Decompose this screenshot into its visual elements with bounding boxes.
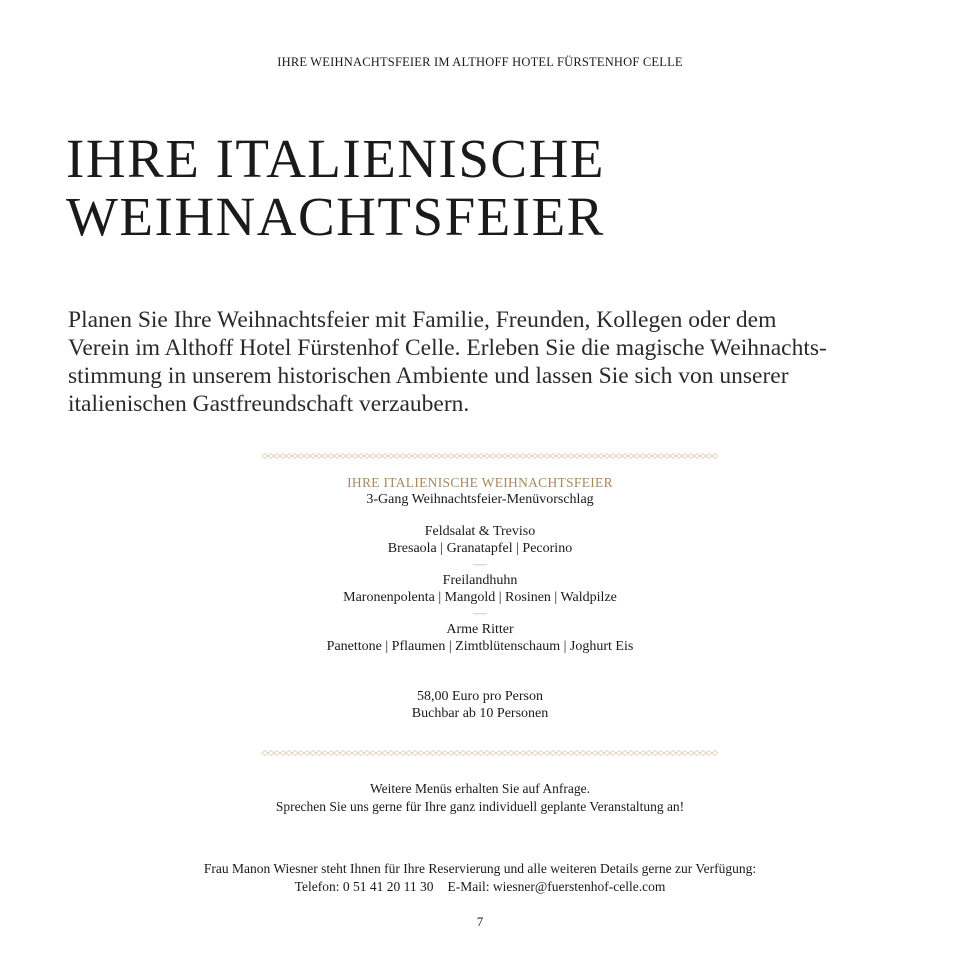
intro-line: Verein im Althoff Hotel Fürstenhof Celle. Erleben Sie die magische Weihnachts-: [68, 335, 827, 361]
intro-line: Planen Sie Ihre Weihnachtsfeier mit Familie, Freunden, Kollegen oder dem: [68, 307, 777, 333]
course-name: Arme Ritter: [446, 622, 514, 637]
course-name: Freilandhuhn: [442, 573, 518, 588]
ornamental-divider-top: [262, 452, 718, 460]
further-menus-note: [0, 780, 960, 816]
menu-subtitle: 3-Gang Weihnachtsfeier-Menüvorschlag: [366, 491, 594, 507]
contact-email[interactable]: E-Mail: wiesner@fuerstenhof-celle.com: [447, 879, 666, 894]
contact-phone[interactable]: Telefon: 0 51 41 20 11 30: [294, 879, 434, 894]
contact-info: [0, 860, 960, 896]
course-name: Feldsalat & Treviso: [424, 524, 536, 539]
running-header: IHRE WEIHNACHTSFEIER IM ALTHOFF HOTEL FÜRSTENHOF CELLE: [277, 55, 683, 69]
note-line-1: Weitere Menüs erhalten Sie auf Anfrage.: [369, 781, 591, 796]
menu-card: [180, 475, 780, 722]
menu-title: IHRE ITALIENISCHE WEIHNACHTSFEIER: [347, 475, 613, 490]
menu-price: 58,00 Euro pro Person: [417, 689, 543, 704]
menu-minimum: Buchbar ab 10 Personen: [411, 705, 549, 721]
course-details: Panettone | Pflaumen | Zimtblütenschaum | Joghurt Eis: [326, 638, 634, 654]
intro-line: stimmung in unserem historischen Ambiente und lassen Sie sich von unserer: [68, 363, 789, 389]
page-title: [66, 130, 605, 246]
page-title-line-1: IHRE ITALIENISCHE: [66, 128, 605, 189]
course-separator: —: [473, 606, 487, 621]
ornamental-divider-bottom: [262, 749, 718, 757]
intro-paragraph: [68, 306, 898, 418]
contact-line: Frau Manon Wiesner steht Ihnen für Ihre Reservierung und alle weiteren Details gerne zur Verfügung:: [203, 861, 757, 876]
course-details: Bresaola | Granatapfel | Pecorino: [387, 540, 573, 556]
page-title-line-2: WEIHNACHTSFEIER: [66, 186, 605, 247]
course-details: Maronenpolenta | Mangold | Rosinen | Waldpilze: [343, 589, 617, 605]
intro-line: italienischen Gastfreundschaft verzaubern.: [68, 391, 470, 417]
note-line-2: Sprechen Sie uns gerne für Ihre ganz individuell geplante Veranstaltung an!: [275, 799, 685, 814]
course-separator: —: [473, 557, 487, 572]
page-number: 7: [476, 914, 484, 929]
